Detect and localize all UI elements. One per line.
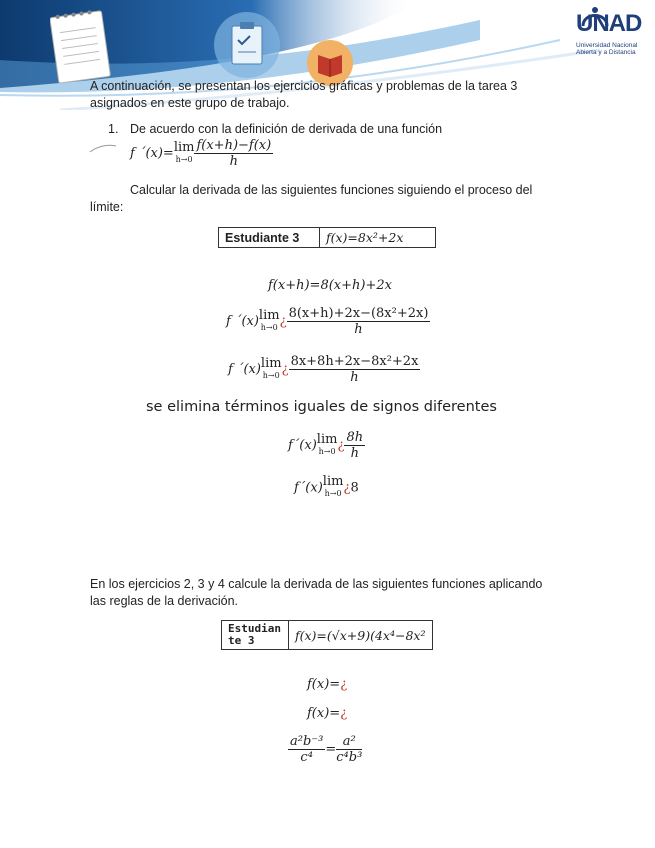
notepad-icon [50,6,114,86]
step-3-limit-word: lim [260,355,282,371]
step-2-mark: ¿ [279,314,287,329]
step-3-denominator: h [350,370,359,385]
step-4-lhs: f´(x) [288,438,317,453]
student-function-2: f(x)=(√x+9)(4x⁴−8x² [289,621,433,650]
step-2-denominator: h [354,322,363,337]
rules-line-2: las reglas de la derivación. [90,594,238,608]
calc-line-2: límite: [90,200,124,214]
student-label-2-line-2: te 3 [228,634,255,647]
step-1: f(x+h)=8(x+h)+2x [268,278,392,293]
fraction-denominator: h [229,154,239,169]
step-5 [294,476,359,500]
step-4-denominator: h [350,446,359,461]
answer-1 [307,677,347,692]
step-2 [226,306,430,337]
limit-subscript: h→0 [175,154,193,164]
answer-2-mark: ¿ [340,706,348,721]
step-5-mark: ¿ [343,480,351,496]
answer-3-equals: = [325,742,337,757]
limit-operator [173,139,195,166]
answer-3-right-denominator: c⁴b³ [336,750,363,765]
rules-line-1: En los ejercicios 2, 3 y 4 calcule la derivada de las siguientes funciones aplicando [90,577,543,591]
answer-3-right-fraction [336,734,362,765]
step-5-lhs: f´(x) [294,480,323,496]
step-note: se elimina términos iguales de signos diferentes [146,399,497,415]
logo-line-1: Universidad Nacional [576,42,638,49]
step-4-mark: ¿ [337,438,345,453]
decorative-stroke [88,142,118,154]
intro-paragraph [90,78,560,112]
answer-1-mark: ¿ [340,677,348,692]
clipboard-icon [212,10,282,80]
definition-fraction [194,138,273,169]
answer-1-expr: f(x)= [307,677,341,692]
student-label-2-line-1: Estudian [228,622,281,635]
step-3-mark: ¿ [281,362,289,377]
rules-paragraph [90,576,570,610]
student-function: f(x)=8x²+2x [320,228,436,248]
intro-line-2: asignados en este grupo de trabajo. [90,96,290,110]
step-4-limit [316,431,338,458]
step-3 [228,354,420,385]
step-3-numerator: 8x+8h+2x−8x²+2x [290,354,419,369]
definition-lhs: f ´(x)= [130,146,174,161]
step-4-limit-word: lim [316,431,338,447]
fraction-numerator: f(x+h)−f(x) [196,138,272,153]
step-4 [288,430,365,461]
step-2-lhs: f ´(x) [226,314,259,329]
derivative-definition [130,138,273,169]
step-4-numerator: 8h [346,430,364,445]
intro-line-1: A continuación, se presentan los ejercicios gráficas y problemas de la tarea 3 [90,79,518,93]
limit-word: lim [173,139,195,155]
step-3-limit-subscript: h→0 [262,370,280,380]
step-3-lhs: f ´(x) [228,362,261,377]
answer-3-left-fraction [288,734,325,765]
student-label-2 [222,621,289,650]
answer-2-expr: f(x)= [307,706,341,721]
list-item-text: De acuerdo con la definición de derivada de una función [130,122,443,136]
step-5-limit-word: lim [322,474,344,489]
calc-line-1: Calcular la derivada de las siguientes funciones siguiendo el proceso del [130,183,533,197]
step-4-limit-subscript: h→0 [318,446,336,456]
logo-caption [576,42,637,56]
step-2-limit-word: lim [258,307,280,323]
logo-wordmark: UNAD [576,10,642,37]
answer-3-left-denominator: c⁴ [300,750,313,765]
step-5-value: 8 [350,480,359,496]
answer-3-left-numerator: a²b⁻³ [290,734,324,749]
step-5-limit [323,476,344,500]
student-label: Estudiante 3 [219,228,320,248]
student-table-1 [218,227,436,248]
list-item-number: 1. [108,122,119,136]
logo-line-2: Abierta y a Distancia [576,49,636,56]
step-4-fraction [344,430,365,461]
step-2-limit [258,307,280,334]
answer-2 [307,706,347,721]
student-table-2 [221,620,433,650]
step-3-fraction [289,354,421,385]
step-2-fraction [287,306,431,337]
step-2-limit-subscript: h→0 [260,322,278,332]
step-2-numerator: 8(x+h)+2x−(8x²+2x) [288,306,429,321]
answer-3 [288,734,362,765]
answer-3-right-numerator: a² [336,734,362,750]
step-3-limit [260,355,282,382]
step-5-limit-subscript: h→0 [324,489,342,498]
